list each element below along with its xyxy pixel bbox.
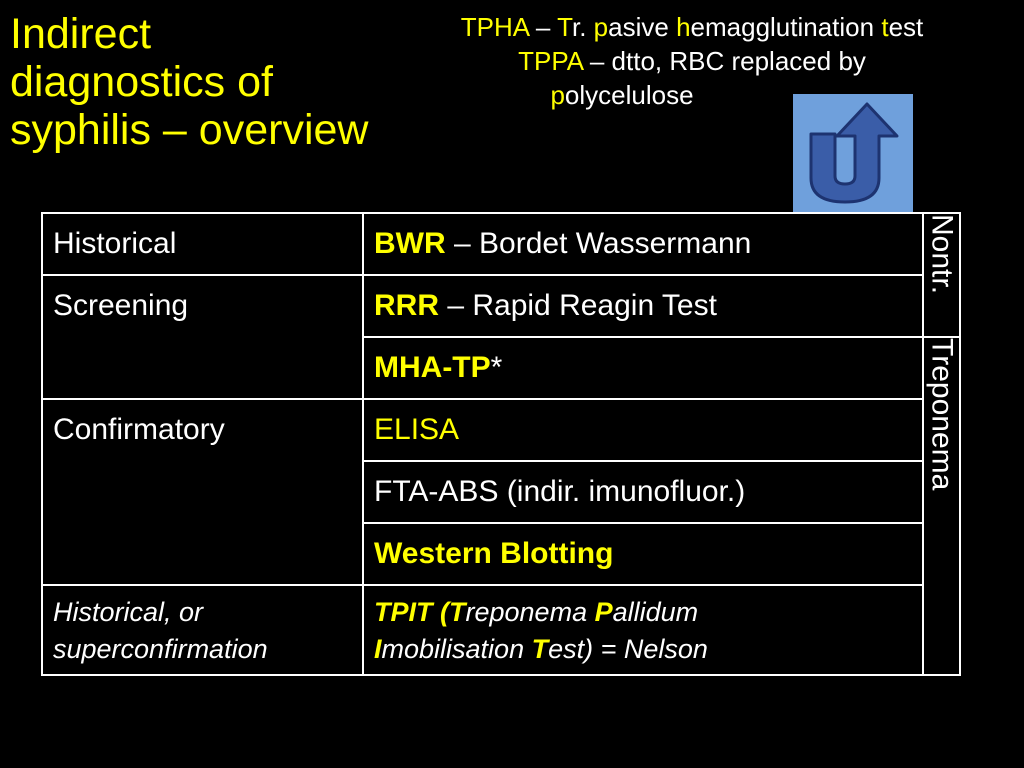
- tppa-abbr: TPPA: [518, 46, 583, 76]
- side-label-treponema: [923, 337, 960, 675]
- title-line-2: diagnostics of: [10, 58, 273, 106]
- tpit-letter-p: P: [594, 597, 613, 627]
- tpha-text-r: r.: [572, 12, 594, 42]
- test-cell-western: [363, 523, 923, 585]
- row-label-super: [42, 585, 363, 675]
- test-cell-tpit: [363, 585, 923, 675]
- test-abbr-rrr: RRR: [374, 289, 439, 322]
- table-row: [42, 585, 960, 675]
- tppa-line: [368, 44, 1016, 78]
- tpha-abbr: TPHA: [460, 12, 529, 42]
- tpit-letter-t2: T: [531, 634, 549, 664]
- table-row: [42, 399, 960, 461]
- tpit-text-mobilisation: mobilisation: [381, 634, 532, 664]
- test-cell-fta: [363, 461, 923, 523]
- tpha-letter-t2: t: [881, 12, 889, 42]
- test-elisa: ELISA: [374, 413, 460, 446]
- test-asterisk: *: [490, 351, 503, 384]
- title-line-3: syphilis – overview: [10, 106, 369, 154]
- test-cell-elisa: [363, 399, 923, 461]
- row-label-historical: [42, 213, 363, 275]
- tpha-line: [368, 10, 1016, 44]
- tppa-letter-p: p: [550, 80, 565, 110]
- row-label-screening: [42, 275, 363, 399]
- treponema-label: Treponema: [925, 338, 959, 491]
- diagnostics-table: [41, 212, 961, 676]
- tpit-letter-i: I: [374, 634, 382, 664]
- test-cell-mha: [363, 337, 923, 399]
- tpit-text-reponema: reponema: [465, 597, 595, 627]
- tppa-line-2: [368, 78, 1016, 112]
- abbreviation-note: [368, 10, 1016, 112]
- test-name-rrr: – Rapid Reagin Test: [439, 289, 717, 322]
- tpit-abbr: TPIT (: [374, 597, 449, 627]
- side-label-nontr: [923, 213, 960, 337]
- tppa-text: – dtto, RBC replaced by: [582, 46, 866, 76]
- cell-text: Confirmatory: [53, 413, 225, 446]
- test-abbr-bwr: BWR: [374, 227, 446, 260]
- nontr-label: Nontr.: [925, 214, 959, 295]
- cell-text: Screening: [53, 289, 189, 322]
- u-turn-arrow-icon: [793, 94, 913, 212]
- tpha-letter-t: T: [557, 12, 572, 42]
- test-cell-rrr: [363, 275, 923, 337]
- return-button[interactable]: [793, 94, 913, 212]
- test-name-bwr: – Bordet Wassermann: [445, 227, 752, 260]
- tpha-letter-p: p: [593, 12, 609, 42]
- tpit-text-nelson: est) = Nelson: [548, 634, 708, 664]
- tpha-text-asive: asive: [608, 12, 677, 42]
- title-line-1: Indirect: [10, 10, 152, 58]
- tpha-dash: –: [528, 12, 558, 42]
- test-cell-bwr: [363, 213, 923, 275]
- tpha-letter-h: h: [676, 12, 691, 42]
- tppa-text-olycelulose: olycelulose: [564, 80, 694, 110]
- cell-text: Historical, or superconfirmation: [53, 597, 268, 664]
- tpha-text-est: est: [888, 12, 924, 42]
- test-abbr-mha: MHA-TP: [374, 351, 491, 384]
- table-row: [42, 275, 960, 337]
- cell-text: Historical: [53, 227, 177, 260]
- test-fta: FTA-ABS (indir. imunofluor.): [374, 475, 746, 508]
- test-western: Western Blotting: [374, 537, 614, 570]
- tpit-letter-t: T: [449, 597, 466, 627]
- tpit-text-allidum: allidum: [612, 597, 699, 627]
- row-label-confirmatory: [42, 399, 363, 585]
- table-row: [42, 213, 960, 275]
- tpha-text-emag: emagglutination: [690, 12, 882, 42]
